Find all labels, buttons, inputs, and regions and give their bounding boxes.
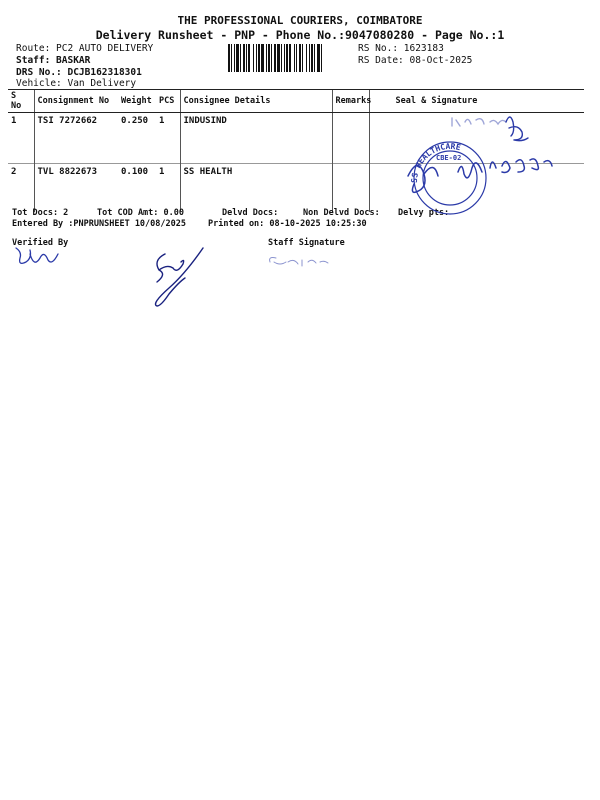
barcode-bar [248,44,250,72]
drs-line [16,67,142,78]
header-consignee: Consignee Details [180,90,332,113]
barcode-bar [281,44,282,72]
barcode-bar [277,44,280,72]
barcode-bar [296,44,297,72]
barcode-bar [258,44,260,72]
barcode-bar [231,44,232,72]
barcode-bar [234,44,235,72]
delivery-stamp [398,138,568,218]
barcode-bar [284,44,285,72]
staff-label: Staff: [16,55,57,66]
barcode-bar [289,44,291,72]
cell-sno: 2 [8,164,34,213]
header-weight: Weight [118,90,156,113]
rs-number: RS No.: 1623183 [358,43,444,54]
header-consignment: Consignment No [34,90,118,113]
route-label: Route: PC2 AUTO DELIVERY [16,43,154,54]
barcode-bar [274,44,276,72]
barcode-bar [302,44,303,72]
header-remarks: Remarks [332,90,369,113]
header-seal: Seal & Signature [369,90,584,113]
cell-pcs: 1 [159,116,165,126]
cell-sno: 1 [11,116,17,126]
barcode-image [228,44,355,72]
delvd-docs: Delvd Docs: [222,208,279,218]
barcode-bar [311,44,313,72]
cell-remarks [332,164,369,213]
cell-weight: 0.250 [121,116,149,126]
cell-pcs: 1 [156,164,180,213]
barcode-bar [261,44,264,72]
barcode-bar [240,44,241,72]
barcode-bar [256,44,257,72]
barcode-bar [271,44,272,72]
barcode-bar [253,44,254,72]
barcode-bar [314,44,315,72]
printed-on: Printed on: 08-10-2025 10:25:30 [208,219,367,229]
barcode-bar [246,44,247,72]
cell-consignee: SS HEALTH [180,164,332,213]
barcode-bar [268,44,270,72]
barcode-bar [299,44,301,72]
barcode-bar [286,44,288,72]
staff-line [16,55,90,66]
vehicle-label: Vehicle: Van Delivery [16,78,137,89]
verified-by-label: Verified By [12,238,69,248]
barcode-bar [243,44,245,72]
barcode-bar [266,44,267,72]
stamp-text: SS HEALTHCARE [409,141,462,184]
tot-cod-amt: Tot COD Amt: 0.00 [97,208,184,218]
drs-label: DRS No.: [16,67,68,78]
barcode-bar [236,44,239,72]
entered-by: Entered By :PNPRUNSHEET 10/08/2025 [12,219,186,229]
verified-signature [12,244,62,274]
runsheet-subtitle: Delivery Runsheet - PNP - Phone No.:9047080280 - Page No.:1 [95,28,505,42]
cell-consignment: TSI 7272662 [34,113,118,164]
staff-signature-label: Staff Signature [268,238,345,248]
header-pcs: PCS [156,90,180,113]
barcode-bar [309,44,310,72]
non-delvd-docs: Non Delvd Docs: [303,208,380,218]
cell-remarks [332,113,369,164]
large-signature [145,246,215,308]
barcode-bar [228,44,230,72]
tot-docs: Tot Docs: 2 [12,208,69,218]
drs-number: DCJB162318301 [67,67,142,78]
cell-weight: 0.100 [118,164,156,213]
barcode-bar [317,44,320,72]
barcode-bar [306,44,307,72]
company-title: THE PROFESSIONAL COURIERS, COIMBATORE [177,14,423,27]
cell-consignee: INDUSIND [180,113,332,164]
svg-text:SS HEALTHCARE [410,142,462,183]
barcode-bar [294,44,295,72]
delvy-pts: Delvy pts: [398,208,450,218]
rs-date: RS Date: 08-Oct-2025 [358,55,473,66]
header-sno: S No [8,90,34,113]
stamp-code: CBE-02 [436,154,462,162]
cell-consignment: TVL 8822673 [34,164,118,213]
staff-signature [266,254,336,270]
barcode-bar [321,44,322,72]
staff-name: BASKAR [56,55,91,66]
